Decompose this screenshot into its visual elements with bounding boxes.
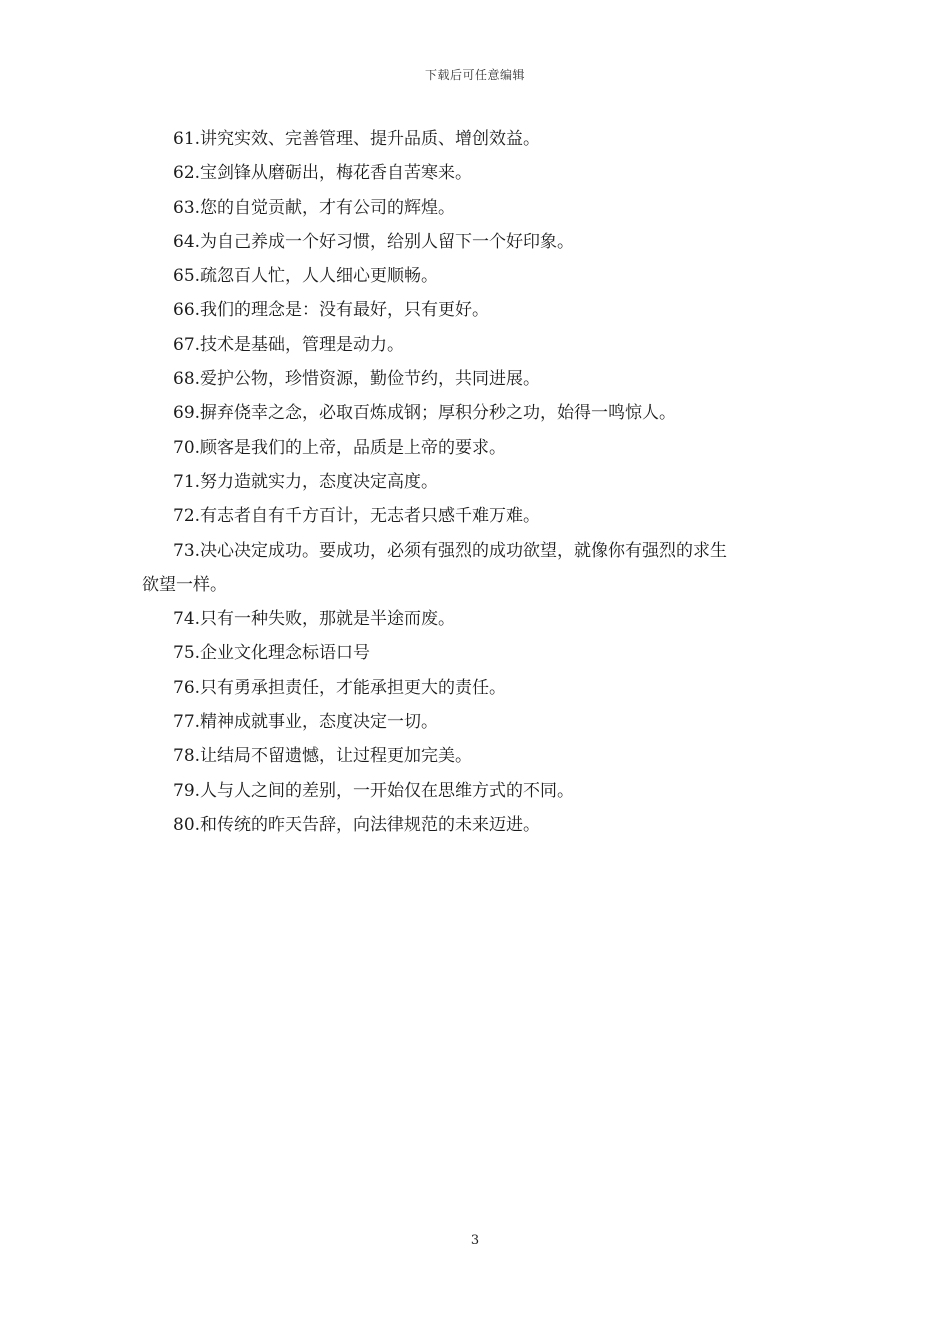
list-item: 62.宝剑锋从磨砺出，梅花香自苦寒来。 [173,163,473,184]
list-item: 70.顾客是我们的上帝，品质是上帝的要求。 [173,437,507,458]
list-item: 79.人与人之间的差别，一开始仅在思维方式的不同。 [173,780,575,801]
list-item: 72.有志者自有千方百计，无志者只感千难万难。 [173,506,541,527]
list-item: 68.爱护公物，珍惜资源，勤俭节约，共同进展。 [173,369,541,390]
list-item: 61.讲究实效、完善管理、提升品质、增创效益。 [173,129,541,149]
list-item: 78.让结局不留遗憾，让过程更加完美。 [173,746,473,767]
list-item: 69.摒弃侥幸之念，必取百炼成钢；厚积分秒之功，始得一鸣惊人。 [173,403,677,424]
page-number: 3 [470,1233,480,1248]
list-item: 71.努力造就实力，态度决定高度。 [173,471,439,492]
list-item: 75.企业文化理念标语口号 [173,643,371,664]
list-item: 65.疏忽百人忙，人人细心更顺畅。 [173,266,439,287]
list-item: 76.只有勇承担责任，才能承担更大的责任。 [173,677,507,698]
list-item: 74.只有一种失败，那就是半途而废。 [173,609,456,630]
list-item: 67.技术是基础，管理是动力。 [173,334,405,355]
list-item: 73.决心决定成功。要成功，必须有强烈的成功欲望，就像你有强烈的求生 [173,540,728,561]
list-item-continuation: 欲望一样。 [142,574,227,595]
list-item: 63.您的自觉贡献，才有公司的辉煌。 [173,197,456,218]
slogan-list [142,122,810,842]
page-header: 下载后可任意编辑 [424,68,525,82]
list-item: 66.我们的理念是：没有最好，只有更好。 [173,300,490,321]
list-item: 80.和传统的昨天告辞，向法律规范的未来迈进。 [173,814,541,835]
list-item: 77.精神成就事业，态度决定一切。 [173,712,439,733]
list-item: 64.为自己养成一个好习惯，给别人留下一个好印象。 [173,231,575,252]
